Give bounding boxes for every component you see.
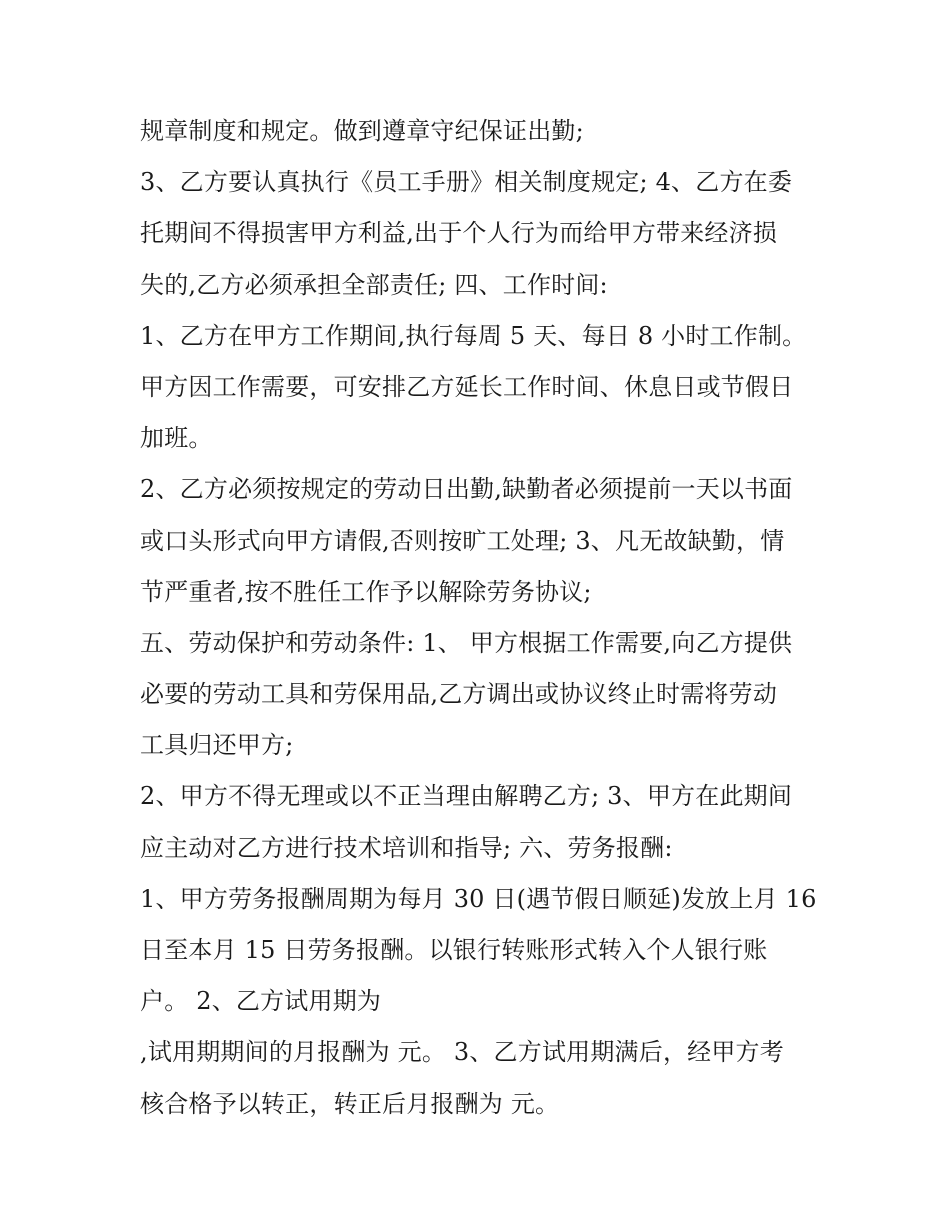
text-line: 加班。 (140, 424, 213, 453)
text-line: 工具归还甲方; (140, 731, 294, 760)
text-line: 核合格予以转正，转正后月报酬为 元。 (140, 1089, 560, 1118)
text-line: 日至本月 15 日劳务报酬。以银行转账形式转入个人银行账 (140, 936, 768, 964)
text-line: 应主动对乙方进行技术培训和指导; 六、劳务报酬: (140, 833, 673, 862)
text-line: 节严重者,按不胜任工作予以解除劳务协议; (140, 577, 592, 606)
text-line: 1、乙方在甲方工作期间,执行每周 5 天、每日 8 小时工作制。 (140, 321, 807, 350)
text-line: 3、乙方要认真执行《员工手册》相关制度规定; 4、乙方在委 (140, 168, 793, 197)
text-line: 托期间不得损害甲方利益,出于个人行为而给甲方带来经济损 (140, 219, 778, 248)
document-body (140, 106, 840, 1130)
text-line: 五、劳动保护和劳动条件: 1、 甲方根据工作需要,向乙方提供 (140, 628, 793, 657)
text-line: 户。 2、乙方试用期为 (140, 987, 382, 1016)
text-line: 1、甲方劳务报酬周期为每月 30 日(遇节假日顺延)发放上月 16 (140, 884, 817, 913)
text-line: 失的,乙方必须承担全部责任; 四、工作时间: (140, 270, 608, 299)
text-line: 2、甲方不得无理或以不正当理由解聘乙方; 3、甲方在此期间 (140, 782, 793, 811)
text-line: 规章制度和规定。做到遵章守纪保证出勤; (140, 117, 584, 145)
text-line: 必要的劳动工具和劳保用品,乙方调出或协议终止时需将劳动 (140, 680, 778, 709)
text-line: ,试用期期间的月报酬为 元。 3、乙方试用期满后，经甲方考 (140, 1038, 784, 1067)
text-line: 或口头形式向甲方请假,否则按旷工处理; 3、凡无故缺勤，情 (140, 526, 785, 555)
text-line: 甲方因工作需要，可安排乙方延长工作时间、休息日或节假日 (140, 372, 794, 401)
text-line: 2、乙方必须按规定的劳动日出勤,缺勤者必须提前一天以书面 (140, 475, 793, 504)
